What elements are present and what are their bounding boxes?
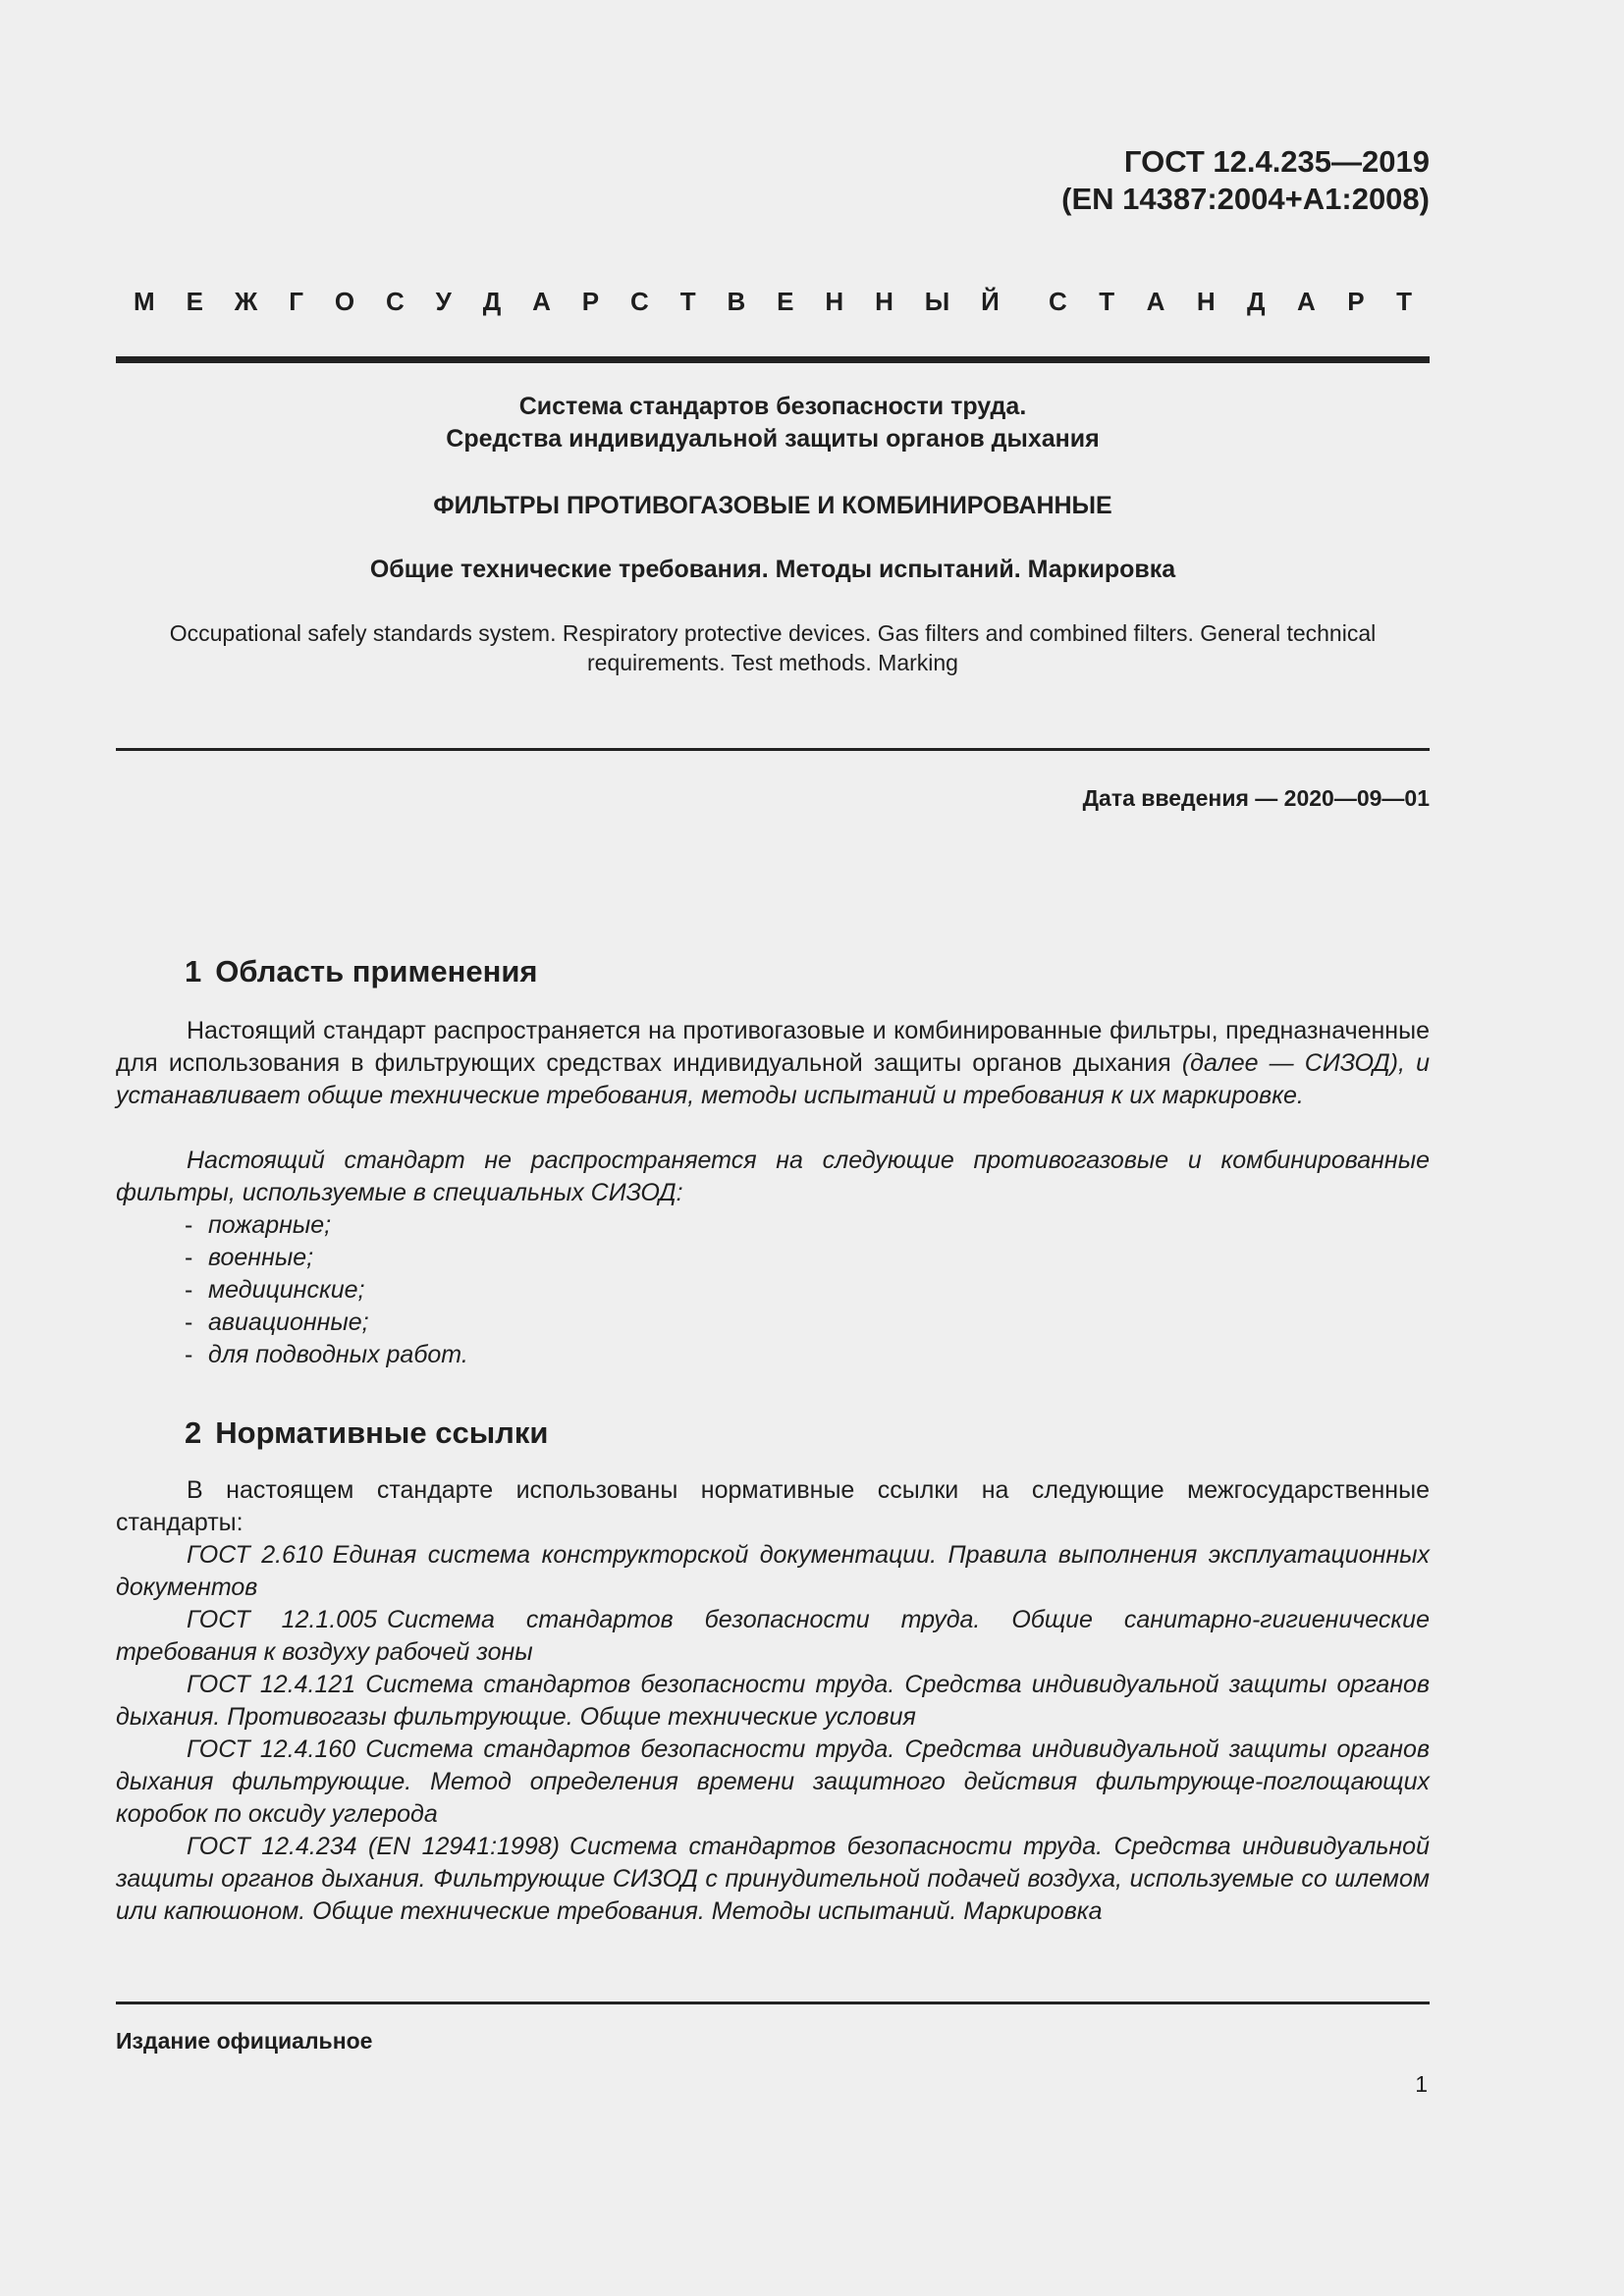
english-title <box>116 618 1430 677</box>
section-1-paragraph-2 <box>116 1145 1430 1209</box>
english-title-line1: Occupational safely standards system. Respiratory protective devices. Gas filters and combined filters. General technical <box>169 620 1377 646</box>
heading-word-standard <box>1049 287 1430 317</box>
heading-letter: Т <box>1396 287 1412 316</box>
list-item: - для подводных работ. <box>185 1341 468 1368</box>
system-title <box>116 391 1430 455</box>
document-code <box>1061 143 1430 218</box>
list-item: - медицинские; <box>185 1276 365 1304</box>
reference-item: ГОСТ 12.4.234 (EN 12941:1998) Система стандартов безопасности труда. Средства индивидуальной защиты органов дыхания. Фильтрующие СИЗОД с принудительной подачей воздуха, используемые со шлемом или капюшоном. Общие технические требования. Методы испытаний. Маркировка <box>116 1833 1430 1925</box>
heading-letter: Т <box>1099 287 1115 316</box>
heading-letter: Р <box>581 287 600 316</box>
s1p1-normal: Настоящий стандарт распространяется на противогазовые и комбинированные фильтры, предназначенные для использования в фильтрующих средствах индивидуальной защиты органов дыхания <box>116 1017 1430 1077</box>
s1p1-italic: (далее — СИЗОД), и устанавливает общие технические требования, методы испытаний и требования к их маркировке. <box>116 1049 1430 1109</box>
heading-letter: А <box>532 287 551 316</box>
section-2-title <box>185 1415 548 1451</box>
section-1-number: 1 <box>185 954 202 988</box>
section-2-number: 2 <box>185 1415 202 1450</box>
interstate-standard-heading <box>116 287 1430 317</box>
heading-letter: Н <box>875 287 893 316</box>
heading-letter: Е <box>186 287 203 316</box>
list-item: - военные; <box>185 1244 314 1271</box>
heading-letter: Ж <box>234 287 258 316</box>
reference-item: ГОСТ 12.4.121 Система стандартов безопасности труда. Средства индивидуальной защиты органов дыхания. Противогазы фильтрующие. Общие технические условия <box>116 1671 1430 1731</box>
section-1-heading: Область применения <box>215 954 538 988</box>
heading-letter: С <box>1049 287 1067 316</box>
section-2-heading: Нормативные ссылки <box>215 1415 549 1450</box>
system-title-line1: Система стандартов безопасности труда. <box>518 393 1027 420</box>
list-item: - авиационные; <box>185 1308 369 1336</box>
exclusion-list <box>185 1209 468 1371</box>
title-divider <box>116 748 1430 751</box>
heading-letter: В <box>727 287 746 316</box>
section-2-intro: В настоящем стандарте использованы нормативные ссылки на следующие межгосударственные стандарты: <box>116 1476 1430 1536</box>
subtitle: Общие технические требования. Методы испытаний. Маркировка <box>369 556 1176 583</box>
heading-letter: Т <box>679 287 696 316</box>
heading-letter: О <box>334 287 355 316</box>
footer-divider <box>116 2002 1430 2004</box>
edition-label: Издание официальное <box>116 2028 373 2054</box>
heading-letter: С <box>385 287 405 316</box>
heading-letter: Г <box>289 287 303 316</box>
header-divider <box>116 356 1430 363</box>
reference-item: ГОСТ 12.4.160 Система стандартов безопасности труда. Средства индивидуальной защиты органов дыхания фильтрующие. Метод определения времени защитного действия фильтрующе-поглощающих коробок по оксиду углерода <box>116 1735 1430 1828</box>
reference-item: ГОСТ 2.610 Единая система конструкторской документации. Правила выполнения эксплуатационных документов <box>116 1541 1431 1601</box>
introduction-date: Дата введения — 2020—09—01 <box>1082 785 1430 811</box>
heading-letter: Й <box>981 287 1000 316</box>
heading-letter: Н <box>1196 287 1216 316</box>
reference-item: ГОСТ 12.1.005 Система стандартов безопасности труда. Общие санитарно-гигиенические требования к воздуху рабочей зоны <box>116 1606 1430 1666</box>
heading-letter: А <box>1146 287 1165 316</box>
heading-letter: У <box>435 287 452 316</box>
heading-letter: Ы <box>924 287 950 316</box>
heading-word-interstate <box>116 287 1000 317</box>
page-number: 1 <box>1415 2071 1428 2097</box>
heading-letter: А <box>1297 287 1316 316</box>
heading-letter: М <box>134 287 155 316</box>
heading-letter: Е <box>777 287 794 316</box>
heading-letter: Н <box>825 287 844 316</box>
standard-equivalent: (EN 14387:2004+A1:2008) <box>1061 182 1430 216</box>
list-item: - пожарные; <box>185 1211 332 1239</box>
main-title: ФИЛЬТРЫ ПРОТИВОГАЗОВЫЕ И КОМБИНИРОВАННЫЕ <box>433 492 1112 519</box>
system-title-line2: Средства индивидуальной защиты органов дыхания <box>446 425 1100 453</box>
s1p2-text: Настоящий стандарт не распространяется на следующие противогазовые и комбинированные фильтры, используемые в специальных СИЗОД: <box>116 1147 1430 1206</box>
heading-letter: Д <box>1247 287 1266 316</box>
heading-letter: Р <box>1347 287 1365 316</box>
section-1-title <box>185 954 538 989</box>
heading-letter: Д <box>482 287 502 316</box>
english-title-line2: requirements. Test methods. Marking <box>587 650 958 675</box>
section-1-paragraph-1 <box>116 1015 1430 1112</box>
heading-letter: С <box>630 287 649 316</box>
standard-number: ГОСТ 12.4.235—2019 <box>1123 144 1430 179</box>
